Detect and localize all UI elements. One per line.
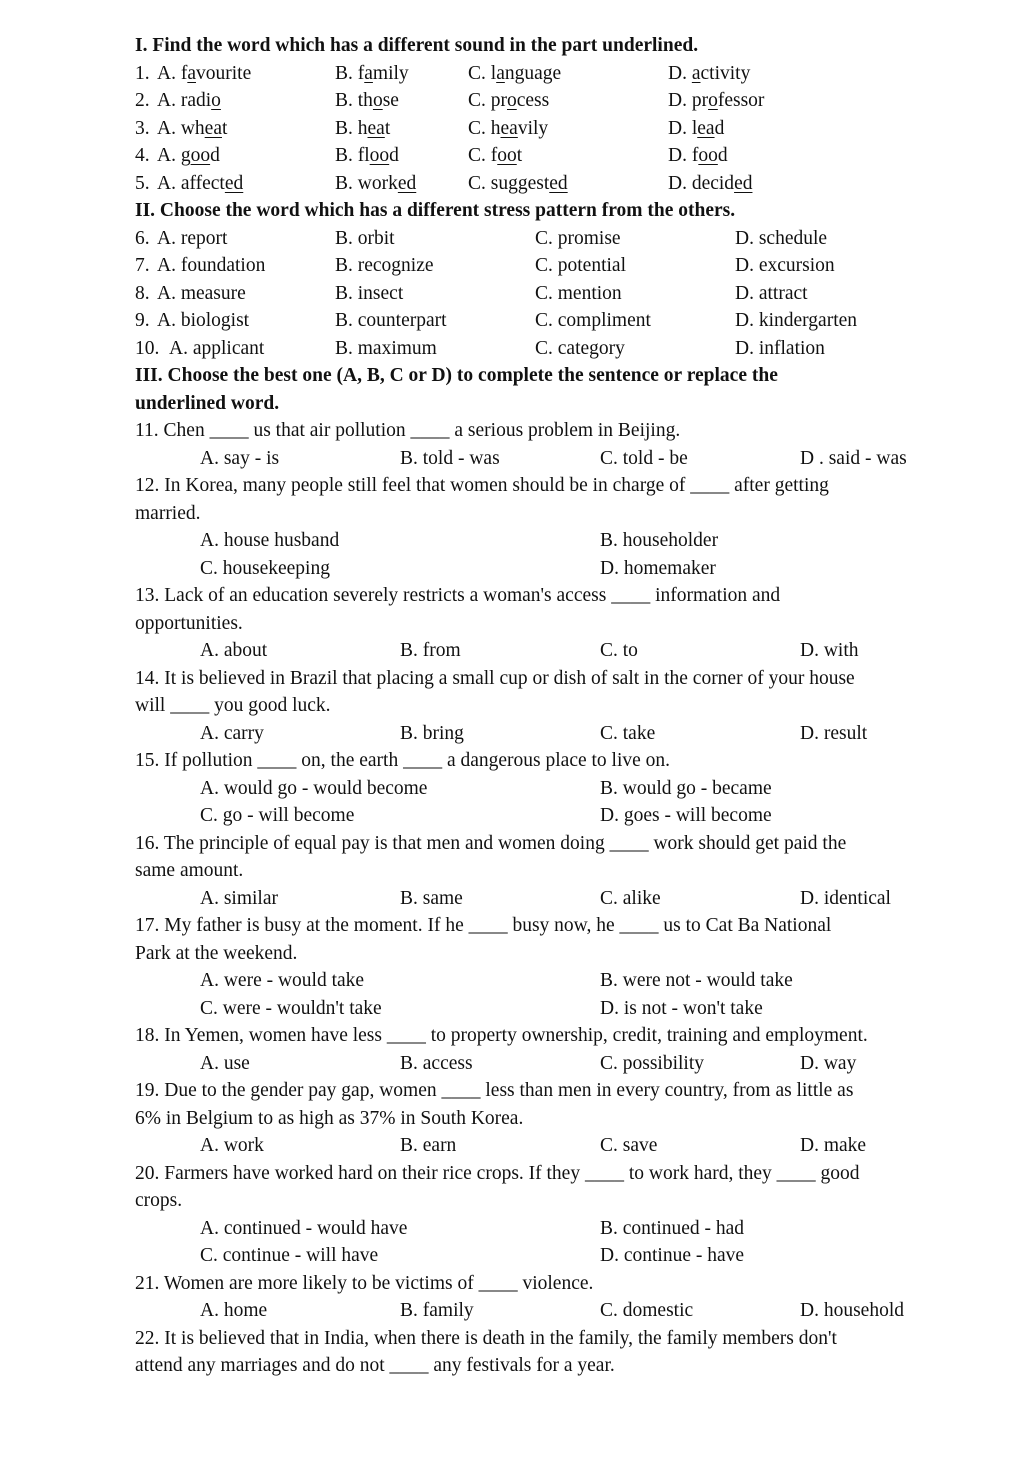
answer-option[interactable]: [668, 142, 728, 170]
answer-option[interactable]: D. attract: [735, 282, 808, 304]
answer-option[interactable]: A. use: [200, 1052, 250, 1074]
option-text: d: [717, 145, 728, 166]
answer-option[interactable]: A. home: [200, 1300, 268, 1321]
answer-option[interactable]: [157, 60, 251, 88]
answer-option[interactable]: C. mention: [535, 282, 622, 304]
underlined-part: ed: [397, 172, 417, 194]
option-text: A. g: [157, 145, 191, 166]
option-text: d: [714, 117, 725, 139]
answer-option[interactable]: B. recognize: [335, 255, 434, 276]
question-text: 21. Women are more likely to be victims of ____ violence.: [135, 1272, 594, 1294]
question-number: 8.: [135, 282, 150, 304]
answer-option[interactable]: C. domestic: [600, 1300, 694, 1321]
underlined-part: ea: [367, 117, 385, 139]
question-text: Park at the weekend.: [135, 942, 298, 964]
answer-option[interactable]: C. possibility: [600, 1052, 705, 1074]
question-text: opportunities.: [135, 612, 243, 634]
answer-option[interactable]: B. counterpart: [335, 310, 447, 331]
option-text: se: [382, 90, 399, 111]
question-text: 12. In Korea, many people still feel that women should be in charge of ____ after getting: [135, 475, 829, 496]
answer-option[interactable]: B. told - was: [400, 447, 500, 469]
question-text: 15. If pollution ____ on, the earth ____ a dangerous place to live on.: [135, 750, 671, 771]
answer-option[interactable]: C. housekeeping: [200, 557, 330, 579]
underlined-part: o: [372, 90, 383, 111]
question-text: married.: [135, 502, 201, 524]
answer-option[interactable]: A. say - is: [200, 447, 280, 469]
question-number: 2.: [135, 90, 150, 111]
question-text: 19. Due to the gender pay gap, women ____ less than men in every country, from as little as: [135, 1080, 854, 1101]
answer-option[interactable]: C. take: [600, 722, 656, 744]
answer-option[interactable]: B. were not - would take: [600, 970, 793, 991]
option-text: ctivity: [700, 62, 751, 84]
option-text: d: [389, 145, 399, 166]
answer-option[interactable]: [157, 87, 221, 115]
answer-option[interactable]: A. biologist: [157, 310, 250, 331]
answer-option[interactable]: A. house husband: [200, 530, 340, 551]
option-text: C. l: [468, 62, 497, 84]
answer-option[interactable]: [335, 170, 416, 198]
answer-option[interactable]: C. to: [600, 640, 638, 661]
answer-option[interactable]: [668, 170, 752, 198]
answer-option[interactable]: B. insect: [335, 282, 404, 304]
answer-option[interactable]: C. told - be: [600, 447, 688, 469]
option-text: D. l: [668, 117, 698, 139]
answer-option[interactable]: [157, 115, 227, 143]
underlined-part: ed: [224, 172, 244, 194]
underlined-part: a: [187, 62, 196, 84]
answer-option[interactable]: A. work: [200, 1135, 264, 1156]
answer-option[interactable]: D. inflation: [735, 337, 825, 359]
option-text: t: [221, 117, 228, 139]
underlined-part: ea: [697, 117, 715, 139]
underlined-part: ed: [734, 172, 753, 194]
answer-option[interactable]: D . said - was: [800, 447, 907, 469]
question-number: 5.: [135, 172, 150, 194]
option-text: B. fl: [335, 145, 370, 166]
option-text: A. f: [157, 62, 188, 84]
option-text: mily: [372, 62, 409, 84]
underlined-part: a: [496, 62, 505, 84]
option-text: C. pr: [468, 90, 507, 111]
option-text: B. th: [335, 90, 373, 111]
answer-option[interactable]: D. excursion: [735, 255, 835, 276]
underlined-part: oo: [497, 145, 517, 166]
question-text: 17. My father is busy at the moment. If he ____ busy now, he ____ us to Cat Ba National: [135, 915, 832, 936]
answer-option[interactable]: D. continue - have: [600, 1245, 745, 1266]
answer-option[interactable]: [335, 87, 399, 115]
question-text: 6% in Belgium to as high as 37% in South Korea.: [135, 1107, 524, 1129]
answer-option[interactable]: C. continue - will have: [200, 1245, 379, 1266]
underlined-part: ea: [204, 117, 222, 139]
question-text: 22. It is believed that in India, when there is death in the family, the family members don't: [135, 1327, 837, 1349]
answer-option[interactable]: B. householder: [600, 530, 719, 551]
question-number: 1.: [135, 62, 150, 84]
answer-option[interactable]: D. identical: [800, 887, 891, 909]
answer-option[interactable]: D. kindergarten: [735, 310, 858, 331]
question-text: will ____ you good luck.: [135, 695, 331, 716]
underlined-part: ea: [500, 117, 518, 139]
answer-option[interactable]: C. potential: [535, 255, 626, 276]
option-text: vily: [517, 117, 549, 139]
underlined-part: ed: [549, 172, 568, 194]
underlined-part: oo: [369, 145, 390, 166]
option-text: vourite: [195, 62, 252, 84]
answer-option[interactable]: [468, 170, 568, 198]
option-text: B. f: [335, 62, 365, 84]
answer-option[interactable]: A. would go - would become: [200, 777, 428, 799]
option-text: D.: [668, 62, 692, 84]
answer-option[interactable]: C. go - will become: [200, 805, 355, 826]
option-text: A. affect: [157, 172, 225, 194]
answer-option[interactable]: [668, 115, 724, 143]
option-text: D. pr: [668, 90, 709, 111]
question-text: 14. It is believed in Brazil that placing a small cup or dish of salt in the corner of your house: [135, 667, 855, 689]
answer-option[interactable]: B. continued - had: [600, 1217, 745, 1239]
answer-option[interactable]: A. were - would take: [200, 970, 365, 991]
section-title: II. Choose the word which has a different stress pattern from the others.: [135, 200, 736, 221]
answer-option[interactable]: A. about: [200, 640, 268, 661]
option-text: C. h: [468, 117, 501, 139]
underlined-part: oo: [698, 145, 718, 166]
answer-option[interactable]: [468, 115, 548, 143]
option-text: t: [384, 117, 391, 139]
question-text: 16. The principle of equal pay is that men and women doing ____ work should get paid the: [135, 832, 847, 854]
answer-option[interactable]: D. way: [800, 1052, 857, 1074]
option-text: C. suggest: [468, 172, 550, 194]
answer-option[interactable]: [335, 115, 390, 143]
answer-option[interactable]: [335, 60, 409, 88]
answer-option[interactable]: D. make: [800, 1135, 867, 1156]
option-text: D. decid: [668, 172, 735, 194]
option-text: t: [516, 145, 523, 166]
underlined-part: o: [211, 90, 221, 111]
answer-option[interactable]: B. access: [400, 1052, 473, 1074]
answer-option[interactable]: D. with: [800, 640, 859, 661]
question-number: 7.: [135, 255, 150, 276]
question-number: 9.: [135, 310, 150, 331]
section-title: I. Find the word which has a different sound in the part underlined.: [135, 35, 699, 56]
option-text: fessor: [717, 90, 765, 111]
answer-option[interactable]: D. goes - will become: [600, 805, 772, 826]
option-text: B. h: [335, 117, 368, 139]
question-number: 10.: [135, 337, 160, 359]
answer-option[interactable]: A. foundation: [157, 255, 266, 276]
question-text: crops.: [135, 1190, 183, 1211]
answer-option[interactable]: [668, 60, 750, 88]
answer-option[interactable]: B. same: [400, 887, 463, 909]
answer-option[interactable]: [668, 87, 764, 115]
answer-option[interactable]: A. similar: [200, 887, 278, 909]
answer-option[interactable]: B. from: [400, 640, 461, 661]
option-text: nguage: [504, 62, 562, 84]
question-text: attend any marriages and do not ____ any festivals for a year.: [135, 1355, 615, 1376]
answer-option[interactable]: C. were - wouldn't take: [200, 997, 382, 1019]
underlined-part: oo: [190, 145, 211, 166]
answer-option[interactable]: B. family: [400, 1300, 474, 1321]
section-title: underlined word.: [135, 392, 280, 414]
underlined-part: o: [708, 90, 718, 111]
answer-option[interactable]: C. compliment: [535, 310, 651, 331]
answer-option[interactable]: A. measure: [157, 282, 246, 304]
answer-option[interactable]: B. bring: [400, 722, 464, 744]
question-text: 18. In Yemen, women have less ____ to property ownership, credit, training and employment.: [135, 1025, 868, 1046]
answer-option[interactable]: C. alike: [600, 887, 661, 909]
option-text: d: [210, 145, 220, 166]
answer-option[interactable]: D. household: [800, 1300, 904, 1321]
underlined-part: a: [691, 62, 701, 84]
option-text: A. radi: [157, 90, 212, 111]
question-text: 20. Farmers have worked hard on their rice crops. If they ____ to work hard, they ____ good: [135, 1162, 860, 1184]
answer-option[interactable]: D. homemaker: [600, 557, 716, 579]
answer-option[interactable]: [157, 170, 243, 198]
answer-option[interactable]: [335, 142, 399, 170]
section-title: III. Choose the best one (A, B, C or D) to complete the sentence or replace the: [135, 365, 778, 386]
answer-option[interactable]: [157, 142, 220, 170]
option-text: B. work: [335, 172, 398, 194]
option-text: C. f: [468, 145, 498, 166]
answer-option[interactable]: [468, 60, 561, 88]
underlined-part: o: [507, 90, 517, 111]
answer-option[interactable]: D. result: [800, 722, 868, 744]
option-text: cess: [516, 90, 550, 111]
question-number: 4.: [135, 145, 150, 166]
underlined-part: a: [364, 62, 373, 84]
answer-option[interactable]: C. promise: [535, 227, 621, 249]
option-text: A. wh: [157, 117, 205, 139]
answer-option[interactable]: B. would go - became: [600, 777, 772, 799]
answer-option[interactable]: B. earn: [400, 1135, 457, 1156]
answer-option[interactable]: A. continued - would have: [200, 1217, 408, 1239]
answer-option[interactable]: B. orbit: [335, 227, 395, 249]
option-text: D. f: [668, 145, 699, 166]
answer-option[interactable]: C. category: [535, 337, 625, 359]
question-text: 13. Lack of an education severely restricts a woman's access ____ information and: [135, 585, 781, 606]
answer-option[interactable]: [468, 142, 522, 170]
answer-option[interactable]: C. save: [600, 1135, 658, 1156]
question-text: 11. Chen ____ us that air pollution ____ a serious problem in Beijing.: [135, 420, 681, 441]
answer-option[interactable]: D. is not - won't take: [600, 997, 763, 1019]
question-number: 3.: [135, 117, 150, 139]
answer-option[interactable]: [468, 87, 549, 115]
answer-option[interactable]: A. applicant: [169, 337, 265, 359]
answer-option[interactable]: D. schedule: [735, 227, 828, 249]
question-number: 6.: [135, 227, 150, 249]
answer-option[interactable]: A. carry: [200, 722, 264, 744]
question-text: same amount.: [135, 860, 244, 881]
answer-option[interactable]: A. report: [157, 227, 228, 249]
answer-option[interactable]: B. maximum: [335, 337, 437, 359]
